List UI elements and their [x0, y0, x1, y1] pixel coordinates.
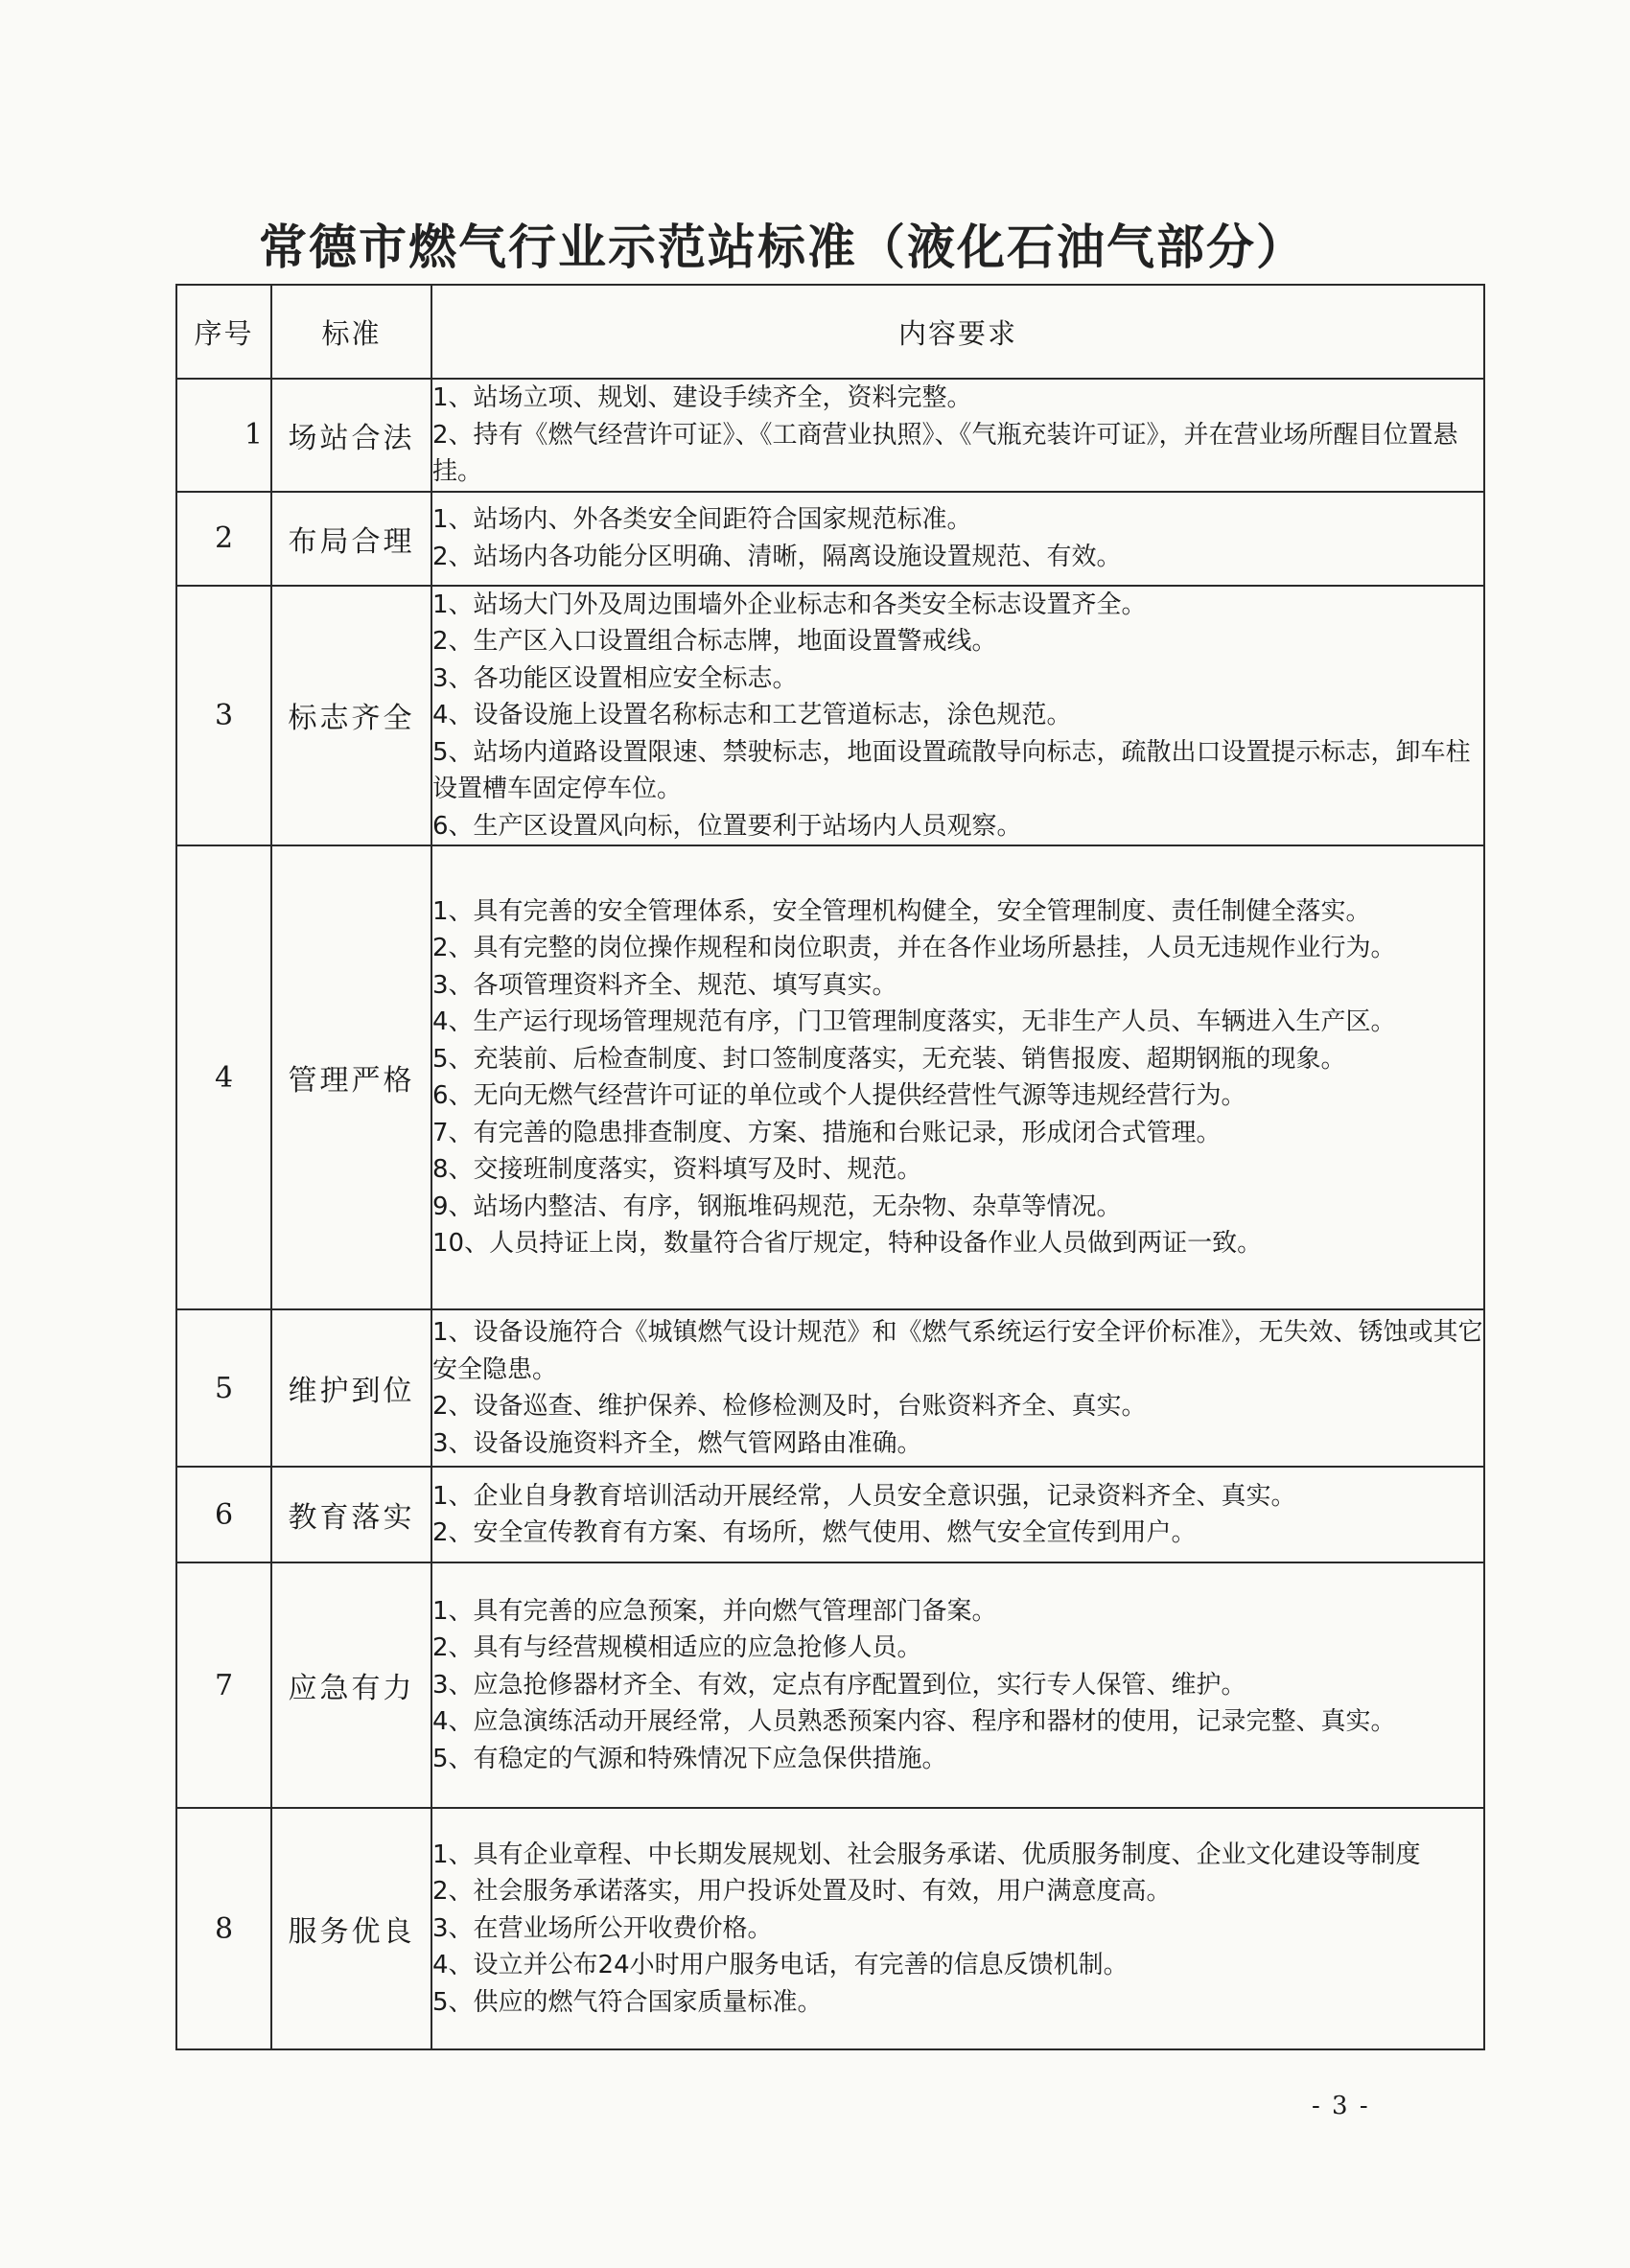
content-item: 6、生产区设置风向标，位置要利于站场内人员观察。 — [432, 811, 1022, 841]
row-content — [431, 845, 1484, 1309]
content-item: 3、设备设施资料齐全，燃气管网路由准确。 — [432, 1428, 922, 1458]
content-item: 1、站场立项、规划、建设手续齐全，资料完整。 — [432, 383, 972, 412]
table-header-row — [176, 285, 1484, 379]
content-item: 3、应急抢修器材齐全、有效，定点有序配置到位，实行专人保管、维护。 — [432, 1670, 1246, 1700]
content-item: 2、具有与经营规模相适应的应急抢修人员。 — [432, 1633, 922, 1663]
row-content — [431, 492, 1484, 586]
row-standard: 场站合法 — [271, 379, 431, 492]
content-item: 3、在营业场所公开收费价格。 — [432, 1913, 773, 1943]
content-item: 5、供应的燃气符合国家质量标准。 — [432, 1987, 823, 2017]
row-standard: 服务优良 — [271, 1808, 431, 2049]
content-item: 3、各功能区设置相应安全标志。 — [432, 663, 798, 693]
table-row — [176, 845, 1484, 1309]
table-row — [176, 1309, 1484, 1467]
content-item: 6、无向无燃气经营许可证的单位或个人提供经营性气源等违规经营行为。 — [432, 1081, 1246, 1110]
table-row — [176, 492, 1484, 586]
content-item: 1、企业自身教育培训活动开展经常，人员安全意识强，记录资料齐全、真实。 — [432, 1481, 1296, 1511]
row-standard: 维护到位 — [271, 1309, 431, 1467]
content-item: 4、应急演练活动开展经常，人员熟悉预案内容、程序和器材的使用，记录完整、真实。 — [432, 1707, 1396, 1737]
content-item: 2、生产区入口设置组合标志牌，地面设置警戒线。 — [432, 627, 997, 656]
content-item: 1、具有完善的安全管理体系，安全管理机构健全，安全管理制度、责任制健全落实。 — [432, 896, 1371, 926]
content-item: 2、持有《燃气经营许可证》、《工商营业执照》、《气瓶充装许可证》，并在营业场所醒目位置悬挂。 — [432, 420, 1458, 486]
content-item: 2、安全宣传教育有方案、有场所，燃气使用、燃气安全宣传到用户。 — [432, 1518, 1197, 1547]
content-item: 1、具有企业章程、中长期发展规划、社会服务承诺、优质服务制度、企业文化建设等制度 — [432, 1840, 1421, 1869]
row-number: 6 — [176, 1467, 271, 1562]
row-number: 3 — [176, 586, 271, 846]
table-row — [176, 1562, 1484, 1808]
page-title: 常德市燃气行业示范站标准（液化石油气部分） — [259, 219, 1306, 275]
row-content — [431, 586, 1484, 846]
content-item: 10、人员持证上岗，数量符合省厅规定，特种设备作业人员做到两证一致。 — [432, 1229, 1263, 1258]
table-row — [176, 586, 1484, 846]
content-item: 4、设备设施上设置名称标志和工艺管道标志，涂色规范。 — [432, 701, 1072, 729]
page-number: - 3 - — [1312, 2092, 1370, 2120]
content-item: 8、交接班制度落实，资料填写及时、规范。 — [432, 1155, 922, 1184]
content-item: 2、站场内各功能分区明确、清晰，隔离设施设置规范、有效。 — [432, 542, 1122, 571]
content-item: 4、设立并公布24小时用户服务电话，有完善的信息反馈机制。 — [432, 1951, 1129, 1980]
content-item: 2、社会服务承诺落实，用户投诉处置及时、有效，用户满意度高。 — [432, 1877, 1172, 1907]
row-content — [431, 1808, 1484, 2049]
row-number: 1 — [176, 379, 271, 492]
table-row — [176, 1467, 1484, 1562]
content-item: 1、设备设施符合《城镇燃气设计规范》和《燃气系统运行安全评价标准》，无失效、锈蚀或其它安全隐患。 — [432, 1318, 1483, 1384]
row-standard: 标志齐全 — [271, 586, 431, 846]
content-item: 9、站场内整洁、有序，钢瓶堆码规范，无杂物、杂草等情况。 — [432, 1192, 1122, 1221]
standards-table — [175, 284, 1485, 2050]
row-number: 7 — [176, 1562, 271, 1808]
header-standard: 标准 — [271, 285, 431, 379]
content-item: 1、站场大门外及周边围墙外企业标志和各类安全标志设置齐全。 — [432, 590, 1147, 619]
content-item: 3、各项管理资料齐全、规范、填写真实。 — [432, 970, 897, 1000]
row-standard: 应急有力 — [271, 1562, 431, 1808]
row-number: 2 — [176, 492, 271, 586]
content-item: 4、生产运行现场管理规范有序，门卫管理制度落实，无非生产人员、车辆进入生产区。 — [432, 1007, 1396, 1036]
content-item: 5、有稳定的气源和特殊情况下应急保供措施。 — [432, 1744, 947, 1773]
content-item: 2、具有完整的岗位操作规程和岗位职责，并在各作业场所悬挂，人员无违规作业行为。 — [432, 934, 1396, 962]
row-number: 4 — [176, 845, 271, 1309]
row-number: 8 — [176, 1808, 271, 2049]
row-number: 5 — [176, 1309, 271, 1467]
content-item: 7、有完善的隐患排查制度、方案、措施和台账记录，形成闭合式管理。 — [432, 1118, 1222, 1147]
content-item: 5、站场内道路设置限速、禁驶标志，地面设置疏散导向标志，疏散出口设置提示标志，卸车柱设置槽车固定停车位。 — [432, 737, 1471, 803]
row-standard: 布局合理 — [271, 492, 431, 586]
table-row — [176, 379, 1484, 492]
row-content — [431, 1309, 1484, 1467]
content-item: 1、具有完善的应急预案，并向燃气管理部门备案。 — [432, 1596, 997, 1626]
table-row — [176, 1808, 1484, 2049]
content-item: 5、充装前、后检查制度、封口签制度落实，无充装、销售报废、超期钢瓶的现象。 — [432, 1044, 1346, 1074]
row-standard: 教育落实 — [271, 1467, 431, 1562]
row-content — [431, 1467, 1484, 1562]
row-content — [431, 379, 1484, 492]
header-no: 序号 — [176, 285, 271, 379]
row-standard: 管理严格 — [271, 845, 431, 1309]
content-item: 1、站场内、外各类安全间距符合国家规范标准。 — [432, 505, 972, 534]
content-item: 2、设备巡查、维护保养、检修检测及时，台账资料齐全、真实。 — [432, 1392, 1147, 1421]
header-content: 内容要求 — [431, 285, 1484, 379]
row-content — [431, 1562, 1484, 1808]
